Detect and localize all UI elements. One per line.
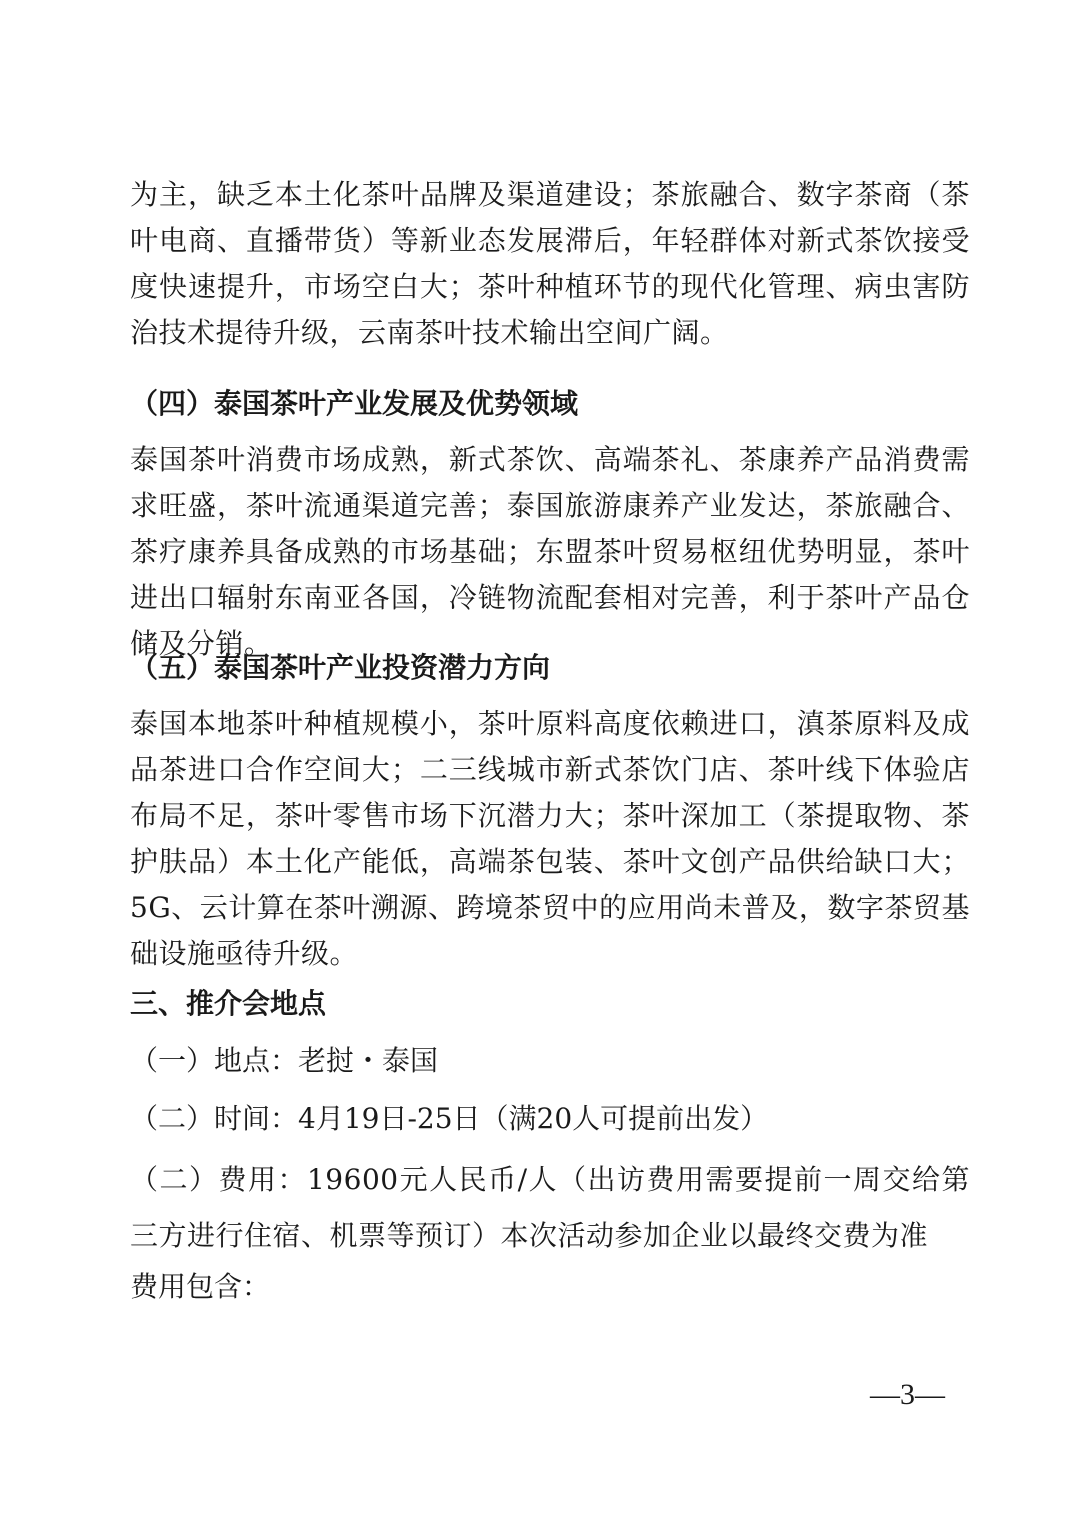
heading-promotion-venue: 三、推介会地点 (130, 987, 327, 1020)
fee-includes-label: 费用包含： (130, 1270, 271, 1303)
event-time: （二）时间：4月19日-25日（满20人可提前出发） (130, 1102, 769, 1135)
paragraph-market-gaps: 为主，缺乏本土化茶叶品牌及渠道建设；茶旅融合、数字茶商（茶叶电商、直播带货）等新业态发展滞后，年轻群体对新式茶饮接受度快速提升，市场空白大；茶叶种植环节的现代化管理、病虫害防治技术提待升级，云南茶叶技术输出空间广阔。 (130, 178, 970, 349)
venue-location: （一）地点：老挝・泰国 (130, 1044, 439, 1077)
page-number: —3— (870, 1378, 945, 1411)
heading-thailand-tea-investment-potential: （五）泰国茶叶产业投资潜力方向 (130, 651, 551, 684)
event-fee: （二）费用：19600元人民币/人（出访费用需要提前一周交给第三方进行住宿、机票等预订）本次活动参加企业以最终交费为准 (130, 1163, 970, 1252)
heading-thailand-tea-industry-advantages: （四）泰国茶叶产业发展及优势领域 (130, 387, 579, 420)
paragraph-thailand-tea-investment: 泰国本地茶叶种植规模小，茶叶原料高度依赖进口，滇茶原料及成品茶进口合作空间大；二三线城市新式茶饮门店、茶叶线下体验店布局不足，茶叶零售市场下沉潜力大；茶叶深加工（茶提取物、茶护肤品）本土化产能低，高端茶包装、茶叶文创产品供给缺口大；5G、云计算在茶叶溯源、跨境茶贸中的应用尚未普及，数字茶贸基础设施亟待升级。 (130, 707, 970, 970)
paragraph-thailand-tea-advantages: 泰国茶叶消费市场成熟，新式茶饮、高端茶礼、茶康养产品消费需求旺盛，茶叶流通渠道完善；泰国旅游康养产业发达，茶旅融合、茶疗康养具备成熟的市场基础；东盟茶叶贸易枢纽优势明显，茶叶进出口辐射东南亚各国，冷链物流配套相对完善，利于茶叶产品仓储及分销。 (130, 443, 970, 660)
